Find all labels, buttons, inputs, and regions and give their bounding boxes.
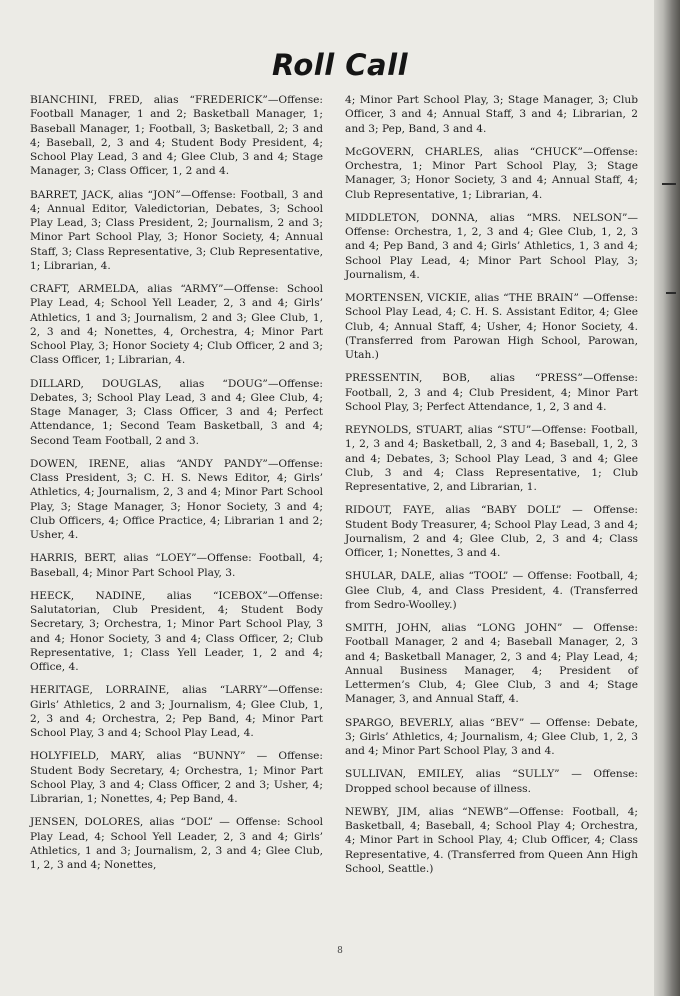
roll-entry: McGOVERN, CHARLES, alias “CHUCK”—Offense: Orchestra, 1; Minor Part School Play, 3; Stage Manager, 3; Honor Society, 3 and 4; Annual Staff, 4; Club Representative, 1; Librarian, 4. — [345, 145, 638, 201]
roll-entry: JENSEN, DOLORES, alias “DOL” — Offense: School Play Lead, 4; School Yell Leader, 2, 3 and 4; Girls’ Athletics, 1 and 3; Journalism, 2, 3 and 4; Glee Club, 1, 2, 3 and 4; Nonettes, — [30, 816, 323, 871]
left-column — [30, 93, 323, 881]
page-edge — [654, 0, 680, 996]
roll-entry: DOWEN, IRENE, alias “ANDY PANDY”—Offense: Class President, 3; C. H. S. News Editor, 4; Girls’ Athletics, 4; Journalism, 2, 3 and 4; Minor Part School Play, 3; Stage Manager, 3; Honor Society, 3 and 4; Club Officers, 4; Office Practice, 4; Librarian 1 and 2; Usher, 4. — [30, 457, 323, 541]
edge-mark — [662, 183, 676, 185]
roll-entry: SPARGO, BEVERLY, alias “BEV” — Offense: Debate, 3; Girls’ Athletics, 4; Journalism, 4; Glee Club, 1, 2, 3 and 4; Minor Part School Play, 3 and 4. — [345, 716, 638, 757]
roll-entry: BARRET, JACK, alias “JON”—Offense: Football, 3 and 4; Annual Editor, Valedictorian, Debates, 3; School Play Lead, 3; Class President, 2; Journalism, 2 and 3; Minor Part School Play, 3; Honor Society, 4; Annual Staff, 3; Class Representative, 3; Club Representative, 1; Librarian, 4. — [30, 188, 323, 272]
page-number: 8 — [337, 946, 343, 956]
roll-entry: HOLYFIELD, MARY, alias “BUNNY” — Offense: Student Body Secretary, 4; Orchestra, 1; Minor Part School Play, 3 and 4; Class Officer, 2 and 3; Usher, 4; Librarian, 1; Nonettes, 4; Pep Band, 4. — [30, 750, 323, 805]
roll-entry: RIDOUT, FAYE, alias “BABY DOLL” — Offense: Student Body Treasurer, 4; School Play Lead, 3 and 4; Journalism, 2 and 4; Glee Club, 2, 3 and 4; Class Officer, 1; Nonettes, 3 and 4. — [345, 504, 638, 559]
roll-entry: HERITAGE, LORRAINE, alias “LARRY”—Offense: Girls’ Athletics, 2 and 3; Journalism, 4; Glee Club, 1, 2, 3 and 4; Orchestra, 2; Pep Band, 4; Minor Part School Play, 3 and 4; School Play Lead, 4. — [30, 684, 323, 739]
roll-entry: DILLARD, DOUGLAS, alias “DOUG”—Offense: Debates, 3; School Play Lead, 3 and 4; Glee Club, 4; Stage Manager, 3; Class Officer, 3 and 4; Perfect Attendance, 1; Second Team Basketball, 3 and 4; Second Team Football, 2 and 3. — [30, 377, 323, 447]
roll-entry: PRESSENTIN, BOB, alias “PRESS”—Offense: Football, 2, 3 and 4; Club President, 4; Minor Part School Play, 3; Perfect Attendance, 1, 2, 3 and 4. — [345, 372, 638, 413]
page-title: Roll Call — [271, 48, 409, 82]
roll-entry: HEECK, NADINE, alias “ICEBOX”—Offense: Salutatorian, Club President, 4; Student Body Secretary, 3; Orchestra, 1; Minor Part School Play, 3 and 4; Honor Society, 3 and 4; Class Officer, 2; Club Representative, 1; Class Yell Leader, 1, 2 and 4; Office, 4. — [30, 589, 323, 673]
roll-entry: SMITH, JOHN, alias “LONG JOHN” — Offense: Football Manager, 2 and 4; Baseball Manager, 2, 3 and 4; Basketball Manager, 2, 3 and 4; Play Lead, 4; Annual Business Manager, 4; President of Lettermen’s Club, 4; Glee Club, 3 and 4; Stage Manager, 3, and Annual Staff, 4. — [345, 622, 638, 706]
roll-entry: SULLIVAN, EMILEY, alias “SULLY” — Offense: Dropped school because of illness. — [345, 768, 638, 795]
roll-entry: HARRIS, BERT, alias “LOEY”—Offense: Football, 4; Baseball, 4; Minor Part School Play, 3. — [30, 552, 323, 579]
right-column — [345, 93, 638, 885]
roll-entry: MIDDLETON, DONNA, alias “MRS. NELSON”—Offense: Orchestra, 1, 2, 3 and 4; Glee Club, 1, 2, 3 and 4; Pep Band, 3 and 4; Girls’ Athletics, 1, 3 and 4; School Play Lead, 4; Minor Part School Play, 3; Journalism, 4. — [345, 211, 638, 281]
roll-entry-continued: 4; Minor Part School Play, 3; Stage Manager, 3; Club Officer, 3 and 4; Annual Staff, 3 and 4; Librarian, 2 and 3; Pep, Band, 3 and 4. — [345, 94, 638, 135]
roll-entry: CRAFT, ARMELDA, alias “ARMY”—Offense: School Play Lead, 4; School Yell Leader, 2, 3 and 4; Girls’ Athletics, 1 and 3; Journalism, 2 and 3; Glee Club, 1, 2, 3 and 4; Nonettes, 4, Orchestra, 4; Minor Part School Play, 3; Honor Society 4; Club Officer, 2 and 3; Class Officer, 1; Librarian, 4. — [30, 283, 323, 367]
roll-entry: REYNOLDS, STUART, alias “STU”—Offense: Football, 1, 2, 3 and 4; Basketball, 2, 3 and 4; Baseball, 1, 2, 3 and 4; Debates, 3; School Play Lead, 3 and 4; Glee Club, 3 and 4; Class Representative, 1; Club Representative, 2, and Librarian, 1. — [345, 424, 638, 493]
roll-entry: MORTENSEN, VICKIE, alias “THE BRAIN” —Offense: School Play Lead, 4; C. H. S. Assistant Editor, 4; Glee Club, 4; Annual Staff, 4; Usher, 4; Honor Society, 4. (Transferred from Parowan High School, Parowan, Utah.) — [345, 292, 638, 361]
roll-entry: NEWBY, JIM, alias “NEWB”—Offense: Football, 4; Basketball, 4; Baseball, 4; School Play 4; Orchestra, 4; Minor Part in School Play, 4; Club Officer, 4; Class Representative, 4. (Transferred from Queen Ann High School, Seattle.) — [345, 805, 638, 875]
edge-mark — [666, 292, 676, 294]
roll-entry: SHULAR, DALE, alias “TOOL” — Offense: Football, 4; Glee Club, 4, and Class President, 4. (Transferred from Sedro-Woolley.) — [345, 570, 638, 611]
roll-entry: BIANCHINI, FRED, alias “FREDERICK”—Offense: Football Manager, 1 and 2; Basketball Manager, 1; Baseball Manager, 1; Football, 3; Basketball, 2; 3 and 4; Baseball, 2, 3 and 4; Student Body President, 4; School Play Lead, 3 and 4; Glee Club, 3 and 4; Stage Manager, 3; Class Officer, 1, 2 and 4. — [30, 94, 323, 178]
